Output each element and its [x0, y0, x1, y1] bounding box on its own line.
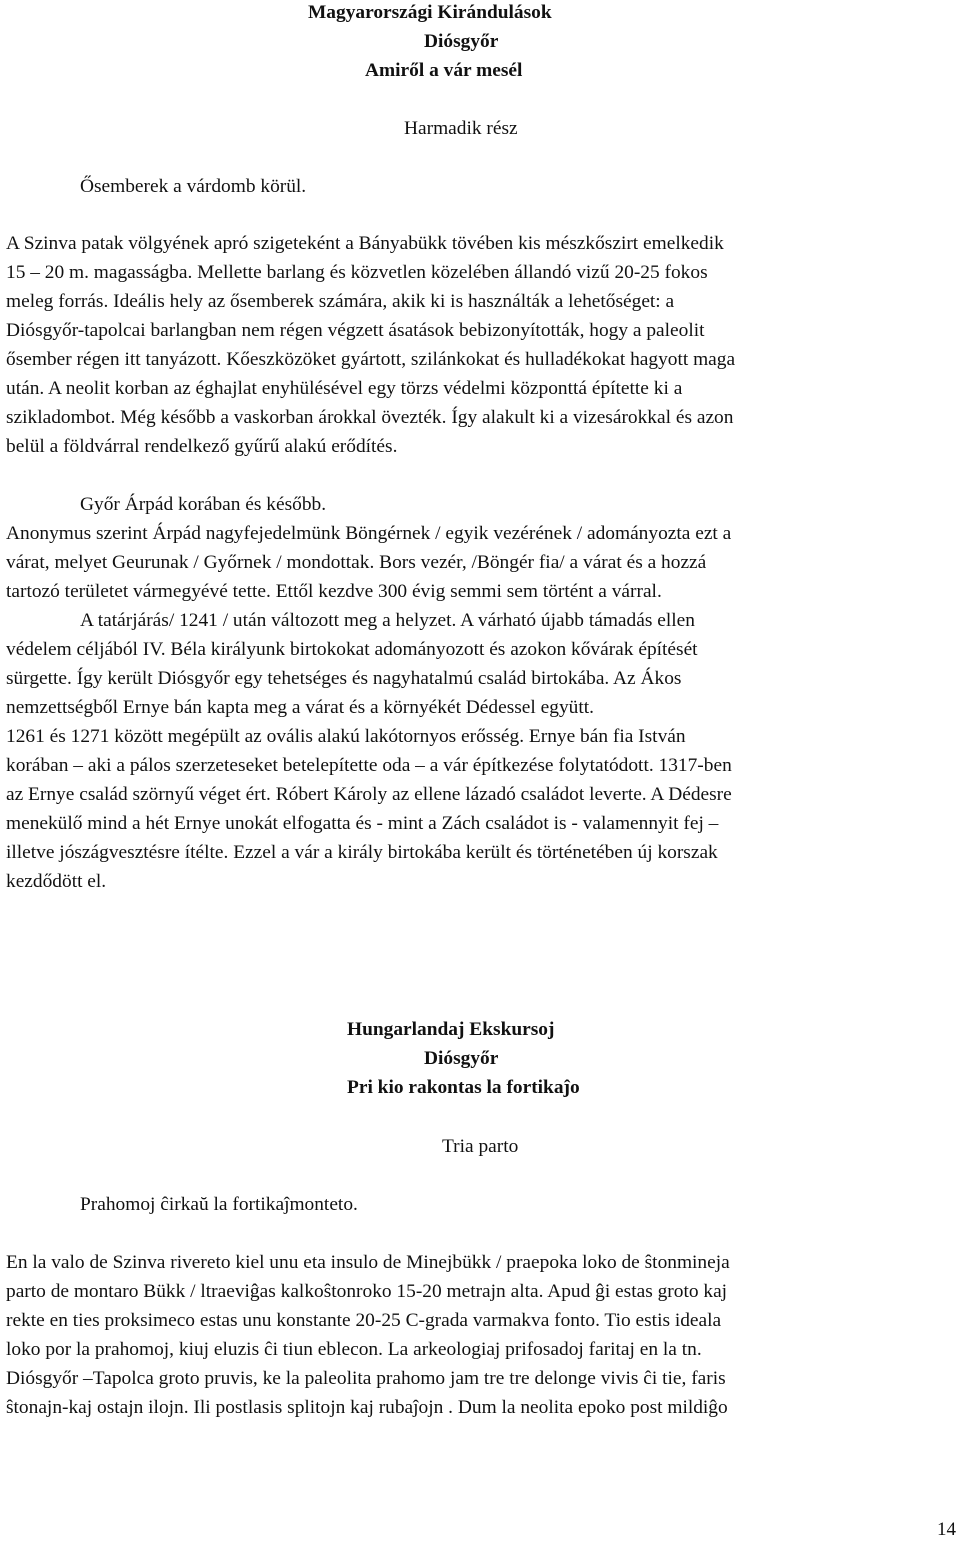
text-line: 15 – 20 m. magasságba. Mellette barlang és közvetlen közelében állandó vizű 20-25 fokos	[6, 262, 708, 283]
hu-subtitle: Diósgyőr	[424, 31, 499, 52]
eo-subtitle: Diósgyőr	[424, 1048, 499, 1069]
text-line: A tatárjárás/ 1241 / után változott meg a helyzet. A várható újabb támadás ellen	[80, 610, 695, 631]
text-line: 1261 és 1271 között megépült az ovális alakú lakótornyos erősség. Ernye bán fia István	[6, 726, 686, 747]
text-line: Anonymus szerint Árpád nagyfejedelmünk Böngérnek / egyik vezérének / adományozta ezt a	[6, 523, 732, 544]
text-line: menekülő mind a hét Ernye unokát elfogatta és - mint a Zách családot is - valamennyit fej –	[6, 813, 719, 834]
text-line: Diósgyőr –Tapolca groto pruvis, ke la paleolita prahomo jam tre tre delonge vivis ĉi tie, faris	[6, 1368, 726, 1389]
page-number: 14	[937, 1519, 956, 1540]
eo-title: Hungarlandaj Ekskursoj	[347, 1019, 555, 1040]
eo-series-title: Pri kio rakontas la fortikaĵo	[347, 1077, 580, 1098]
text-line: Diósgyőr-tapolcai barlangban nem régen végzett ásatások bebizonyították, hogy a paleolit	[6, 320, 705, 341]
text-line: tartozó területet vármegyévé tette. Ettől kezdve 300 évig semmi sem történt a várral.	[6, 581, 662, 602]
text-line: En la valo de Szinva rivereto kiel unu eta insulo de Minejbükk / praepoka loko de ŝtonmineja	[6, 1252, 730, 1273]
text-line: belül a földvárral rendelkező gyűrű alakú erődítés.	[6, 436, 398, 457]
text-line: után. A neolit korban az éghajlat enyhülésével egy törzs védelmi központtá építette ki a	[6, 378, 683, 399]
text-line: meleg forrás. Ideális hely az ősemberek számára, akik ki is használták a lehetőséget: a	[6, 291, 675, 312]
text-line: várat, melyet Geurunak / Győrnek / mondottak. Bors vezér, /Böngér fia/ a várat és a hozzá	[6, 552, 707, 573]
hu-section2-heading: Győr Árpád korában és később.	[80, 494, 327, 515]
text-line: védelem céljából IV. Béla királyunk birtokokat adományozott és azokon kővárak építését	[6, 639, 698, 660]
text-line: szikladombot. Még később a vaskorban árokkal övezték. Így alakult ki a vizesárokkal és azon	[6, 407, 734, 428]
text-line: korában – aki a pálos szerzeteseket betelepítette oda – a vár építkezése folytatódott. 1317-ben	[6, 755, 732, 776]
text-line: loko por la prahomoj, kiuj eluzis ĉi tiun eblecon. La arkeologiaj prifosadoj faritaj en la tn.	[6, 1339, 702, 1360]
eo-section1-heading: Prahomoj ĉirkaŭ la fortikaĵmonteto.	[80, 1194, 358, 1215]
hu-part-label: Harmadik rész	[404, 118, 518, 139]
eo-part-label: Tria parto	[442, 1136, 519, 1157]
text-line: kezdődött el.	[6, 871, 107, 892]
text-line: parto de montaro Bükk / ltraeviĝas kalkoŝtonroko 15-20 metrajn alta. Apud ĝi estas groto kaj	[6, 1281, 728, 1302]
hu-title: Magyarországi Kirándulások	[308, 2, 552, 23]
text-line: az Ernye család szörnyű véget ért. Róbert Károly az ellene lázadó családot leverte. A Dédesre	[6, 784, 732, 805]
text-line: ősember régen itt tanyázott. Kőeszközöket gyártott, szilánkokat és hulladékokat hagyott maga	[6, 349, 736, 370]
hu-series-title: Amiről a vár mesél	[365, 60, 523, 81]
text-line: ŝtonajn-kaj ostajn ilojn. Ili postlasis splitojn kaj rubaĵojn . Dum la neolita epoko post mildiĝo	[6, 1397, 728, 1418]
text-line: A Szinva patak völgyének apró szigeteként a Bányabükk tövében kis mészkőszirt emelkedik	[6, 233, 724, 254]
hu-section1-heading: Ősemberek a várdomb körül.	[80, 176, 307, 197]
text-line: rekte en ties proksimeco estas unu konstante 20-25 C-grada varmakva fonto. Tio estis ideala	[6, 1310, 722, 1331]
text-line: sürgette. Így került Diósgyőr egy tehetséges és nagyhatalmú család birtokába. Az Ákos	[6, 668, 682, 689]
text-line: illetve jószágvesztésre ítélte. Ezzel a vár a király birtokába került és történetében új korszak	[6, 842, 718, 863]
text-line: nemzettségből Ernye bán kapta meg a várat és a környékét Dédessel együtt.	[6, 697, 594, 718]
